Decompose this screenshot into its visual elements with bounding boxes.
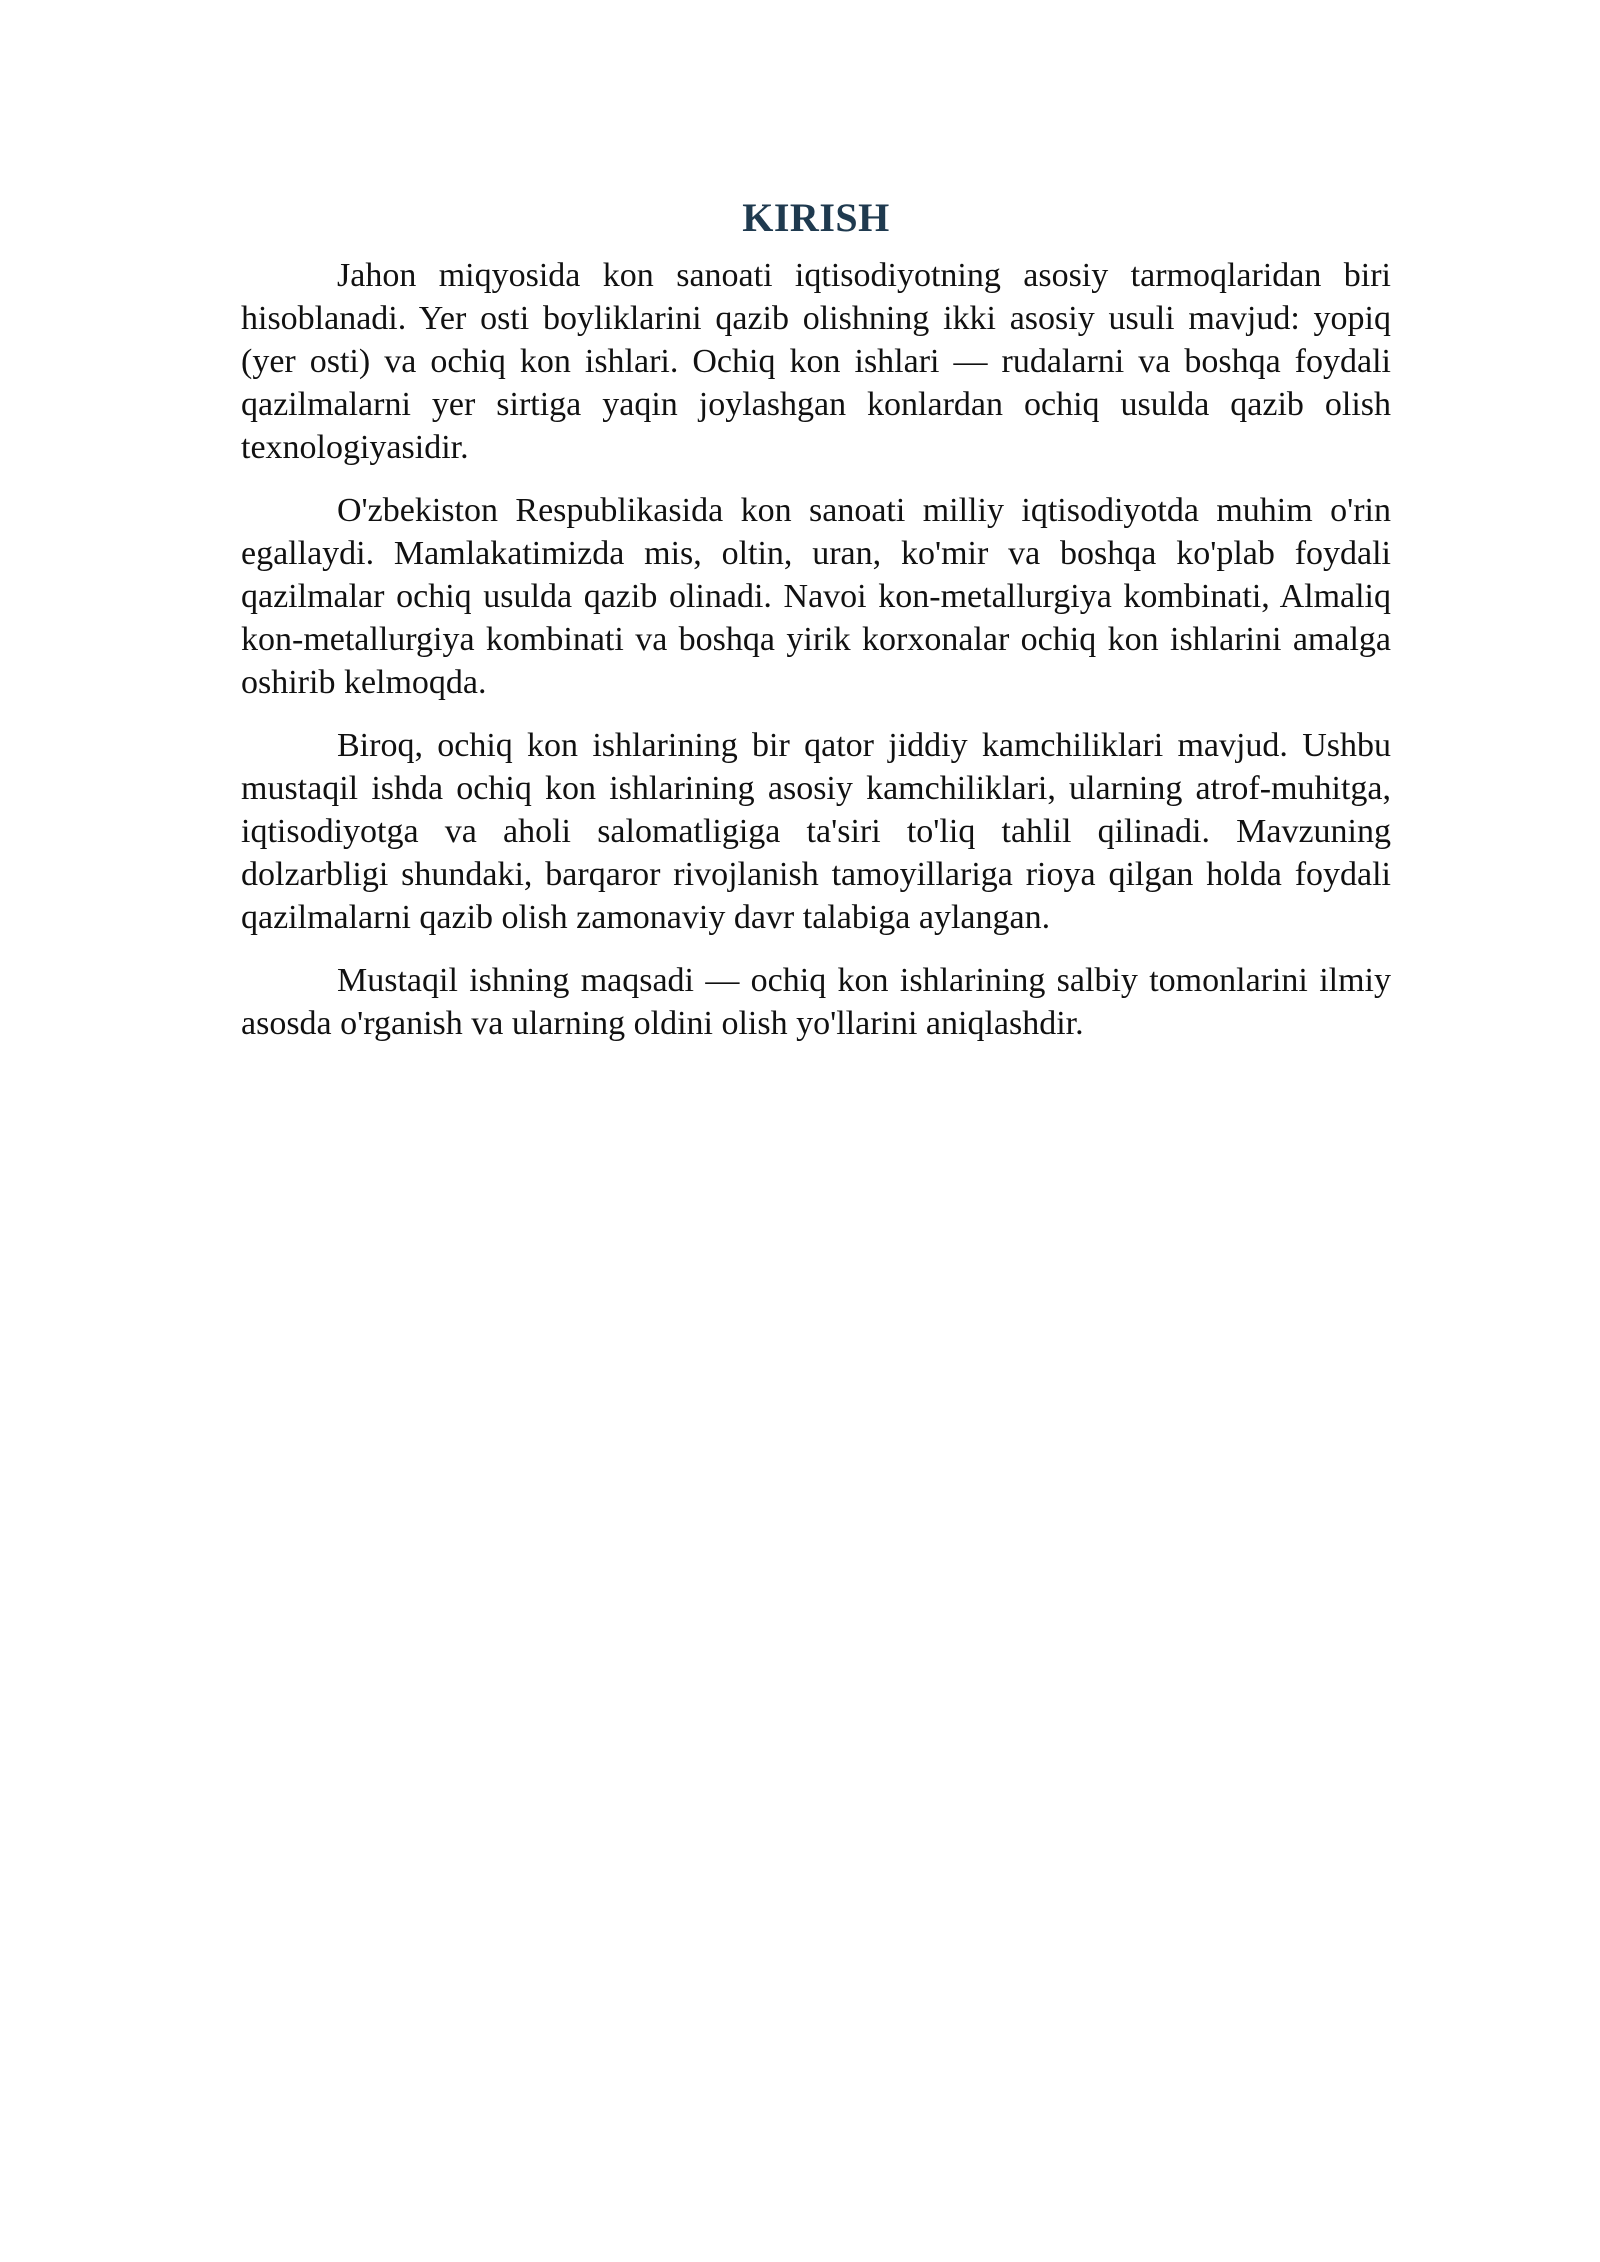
paragraph-1: Jahon miqyosida kon sanoati iqtisodiyotning asosiy tarmoqlaridan biri hisoblanadi. Yer osti boyliklarini qazib olishning ikki asosiy usuli mavjud: yopiq (yer osti) va ochiq kon ishlari. Ochiq kon ishlari — rudalarni va boshqa foydali qazilmalarni yer sirtiga yaqin joylashgan konlardan ochiq usulda qazib olish texnologiyasidir.: [241, 257, 1391, 466]
page-title: KIRISH: [742, 195, 890, 240]
paragraph-3: Biroq, ochiq kon ishlarining bir qator jiddiy kamchiliklari mavjud. Ushbu mustaqil ishda ochiq kon ishlarining asosiy kamchiliklari, ularning atrof-muhitga, iqtisodiyotga va aholi salomatligiga ta'siri to'liq tahlil qilinadi. Mavzuning dolzarbligi shundaki, barqaror rivojlanish tamoyillariga rioya qilgan holda foydali qazilmalarni qazib olish zamonaviy davr talabiga aylangan.: [241, 727, 1391, 936]
paragraph-4: Mustaqil ishning maqsadi — ochiq kon ishlarining salbiy tomonlarini ilmiy asosda o'rganish va ularning oldini olish yo'llarini aniqlashdir.: [241, 962, 1391, 1042]
document-content: [241, 190, 1391, 1065]
paragraph-2: O'zbekiston Respublikasida kon sanoati milliy iqtisodiyotda muhim o'rin egallaydi. Mamlakatimizda mis, oltin, uran, ko'mir va boshqa ko'plab foydali qazilmalar ochiq usulda qazib olinadi. Navoi kon-metallurgiya kombinati, Almaliq kon-metallurgiya kombinati va boshqa yirik korxonalar ochiq kon ishlarini amalga oshirib kelmoqda.: [241, 492, 1391, 701]
